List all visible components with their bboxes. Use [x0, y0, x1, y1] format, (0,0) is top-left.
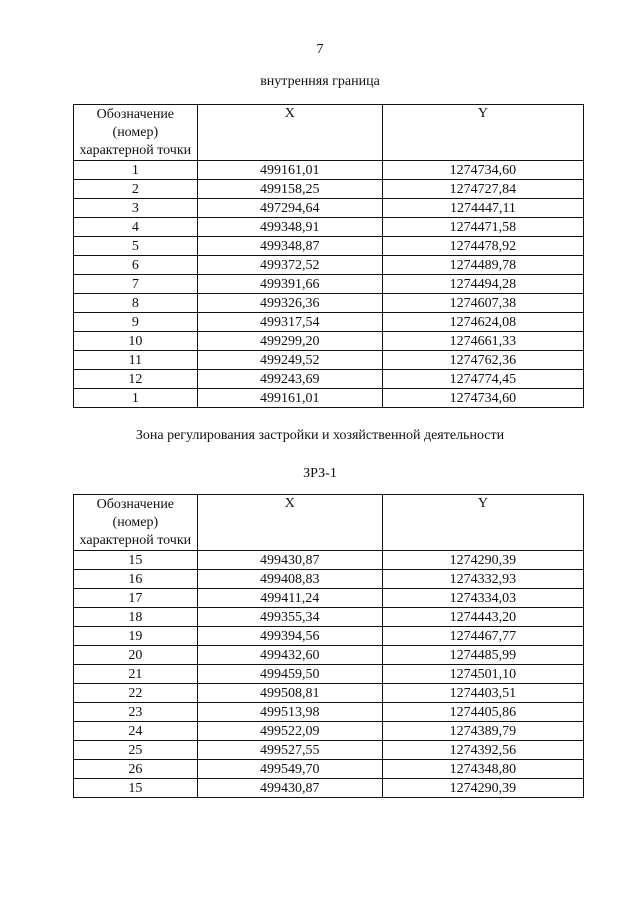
table-row	[74, 313, 584, 332]
x-coordinate-cell: 499391,66	[197, 275, 382, 294]
x-coordinate-cell: 499549,70	[197, 760, 382, 779]
table-row	[74, 199, 584, 218]
section-heading-zone: Зона регулирования застройки и хозяйственной деятельности	[135, 428, 505, 443]
point-number-cell: 11	[74, 351, 198, 370]
table-row	[74, 722, 584, 741]
x-coordinate-cell: 499348,91	[197, 218, 382, 237]
x-coordinate-cell: 499158,25	[197, 180, 382, 199]
x-coordinate-cell: 499430,87	[197, 551, 382, 570]
point-number-cell: 5	[74, 237, 198, 256]
table-row	[74, 627, 584, 646]
table-row	[74, 570, 584, 589]
x-coordinate-cell: 499372,52	[197, 256, 382, 275]
table-row	[74, 646, 584, 665]
coordinates-table-inner-boundary	[73, 104, 584, 408]
y-coordinate-cell: 1274501,10	[382, 665, 583, 684]
x-coordinate-cell: 499408,83	[197, 570, 382, 589]
y-coordinate-cell: 1274661,33	[382, 332, 583, 351]
x-coordinate-cell: 499355,34	[197, 608, 382, 627]
table-row	[74, 256, 584, 275]
point-number-cell: 26	[74, 760, 198, 779]
x-coordinate-cell: 499508,81	[197, 684, 382, 703]
y-coordinate-cell: 1274774,45	[382, 370, 583, 389]
x-coordinate-cell: 499299,20	[197, 332, 382, 351]
point-number-cell: 24	[74, 722, 198, 741]
point-number-cell: 10	[74, 332, 198, 351]
coordinates-table-zrz-1	[73, 494, 584, 798]
table-row	[74, 741, 584, 760]
column-header-point: Обозначение (номер) характерной точки	[74, 105, 198, 161]
x-coordinate-cell: 499326,36	[197, 294, 382, 313]
point-number-cell: 15	[74, 551, 198, 570]
column-header-x: X	[197, 105, 382, 161]
point-number-cell: 25	[74, 741, 198, 760]
y-coordinate-cell: 1274290,39	[382, 551, 583, 570]
point-number-cell: 18	[74, 608, 198, 627]
y-coordinate-cell: 1274478,92	[382, 237, 583, 256]
table-row	[74, 332, 584, 351]
y-coordinate-cell: 1274727,84	[382, 180, 583, 199]
x-coordinate-cell: 499243,69	[197, 370, 382, 389]
point-number-cell: 6	[74, 256, 198, 275]
column-header-point: Обозначение (номер) характерной точки	[74, 495, 198, 551]
y-coordinate-cell: 1274392,56	[382, 741, 583, 760]
x-coordinate-cell: 497294,64	[197, 199, 382, 218]
table-row	[74, 608, 584, 627]
table-row	[74, 684, 584, 703]
x-coordinate-cell: 499527,55	[197, 741, 382, 760]
point-number-cell: 4	[74, 218, 198, 237]
y-coordinate-cell: 1274389,79	[382, 722, 583, 741]
table-row	[74, 275, 584, 294]
x-coordinate-cell: 499161,01	[197, 389, 382, 408]
table-row	[74, 294, 584, 313]
table-row	[74, 180, 584, 199]
x-coordinate-cell: 499249,52	[197, 351, 382, 370]
y-coordinate-cell: 1274485,99	[382, 646, 583, 665]
y-coordinate-cell: 1274734,60	[382, 389, 583, 408]
table-row	[74, 589, 584, 608]
y-coordinate-cell: 1274467,77	[382, 627, 583, 646]
x-coordinate-cell: 499432,60	[197, 646, 382, 665]
table-header-row	[74, 495, 584, 551]
y-coordinate-cell: 1274348,80	[382, 760, 583, 779]
table-row	[74, 370, 584, 389]
table-row	[74, 760, 584, 779]
x-coordinate-cell: 499522,09	[197, 722, 382, 741]
column-header-x: X	[197, 495, 382, 551]
table-row	[74, 218, 584, 237]
y-coordinate-cell: 1274624,08	[382, 313, 583, 332]
column-header-y: Y	[382, 495, 583, 551]
y-coordinate-cell: 1274447,11	[382, 199, 583, 218]
point-number-cell: 7	[74, 275, 198, 294]
table-row	[74, 779, 584, 798]
x-coordinate-cell: 499513,98	[197, 703, 382, 722]
point-number-cell: 8	[74, 294, 198, 313]
point-number-cell: 15	[74, 779, 198, 798]
point-number-cell: 22	[74, 684, 198, 703]
y-coordinate-cell: 1274762,36	[382, 351, 583, 370]
point-number-cell: 17	[74, 589, 198, 608]
point-number-cell: 16	[74, 570, 198, 589]
y-coordinate-cell: 1274290,39	[382, 779, 583, 798]
x-coordinate-cell: 499394,56	[197, 627, 382, 646]
column-header-y: Y	[382, 105, 583, 161]
point-number-cell: 20	[74, 646, 198, 665]
x-coordinate-cell: 499430,87	[197, 779, 382, 798]
x-coordinate-cell: 499411,24	[197, 589, 382, 608]
y-coordinate-cell: 1274494,28	[382, 275, 583, 294]
point-number-cell: 9	[74, 313, 198, 332]
point-number-cell: 3	[74, 199, 198, 218]
table-row	[74, 665, 584, 684]
x-coordinate-cell: 499459,50	[197, 665, 382, 684]
y-coordinate-cell: 1274489,78	[382, 256, 583, 275]
page-number: 7	[316, 42, 324, 57]
y-coordinate-cell: 1274405,86	[382, 703, 583, 722]
point-number-cell: 1	[74, 389, 198, 408]
y-coordinate-cell: 1274607,38	[382, 294, 583, 313]
y-coordinate-cell: 1274471,58	[382, 218, 583, 237]
table-row	[74, 161, 584, 180]
y-coordinate-cell: 1274334,03	[382, 589, 583, 608]
point-number-cell: 12	[74, 370, 198, 389]
point-number-cell: 2	[74, 180, 198, 199]
table-row	[74, 703, 584, 722]
point-number-cell: 23	[74, 703, 198, 722]
table-header-row	[74, 105, 584, 161]
point-number-cell: 21	[74, 665, 198, 684]
x-coordinate-cell: 499317,54	[197, 313, 382, 332]
section-subheading-zone-code: ЗРЗ-1	[303, 466, 337, 481]
y-coordinate-cell: 1274443,20	[382, 608, 583, 627]
x-coordinate-cell: 499348,87	[197, 237, 382, 256]
point-number-cell: 1	[74, 161, 198, 180]
table-row	[74, 389, 584, 408]
point-number-cell: 19	[74, 627, 198, 646]
table-row	[74, 237, 584, 256]
section-heading-inner-boundary: внутренняя граница	[260, 74, 380, 89]
y-coordinate-cell: 1274734,60	[382, 161, 583, 180]
x-coordinate-cell: 499161,01	[197, 161, 382, 180]
y-coordinate-cell: 1274332,93	[382, 570, 583, 589]
table-row	[74, 351, 584, 370]
table-row	[74, 551, 584, 570]
y-coordinate-cell: 1274403,51	[382, 684, 583, 703]
